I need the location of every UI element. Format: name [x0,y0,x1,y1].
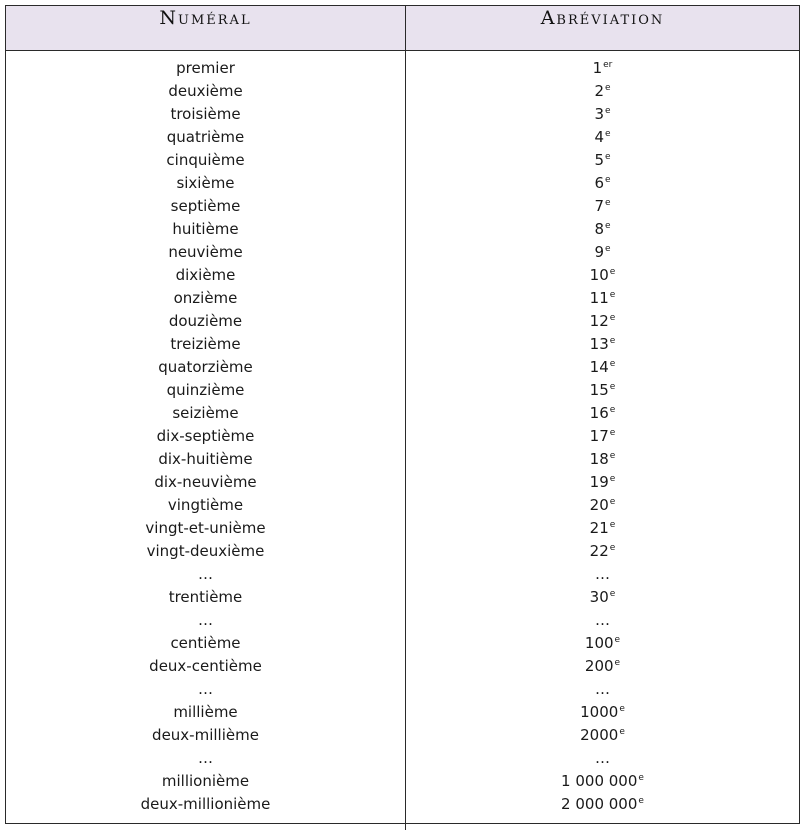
cell-numeral: premier [6,51,406,81]
abbreviation-suffix: e [609,290,616,300]
cell-abbreviation [406,356,800,379]
cell-numeral: vingt-et-unième [6,517,406,540]
abbreviation-suffix: e [609,451,616,461]
table-row [6,724,799,747]
abbreviation-number: 2000 [580,726,619,744]
cell-abbreviation [406,494,800,517]
cell-abbreviation [406,402,800,425]
cell-abbreviation [406,172,800,195]
abbreviation-suffix: e [614,635,621,645]
cell-numeral: deux-millième [6,724,406,747]
cell-numeral: deuxième [6,80,406,103]
cell-abbreviation [406,701,800,724]
abbreviation-suffix: e [605,244,611,254]
abbreviation-number: 19 [589,473,609,491]
table-row [6,586,799,609]
abbreviation-suffix: e [638,796,644,806]
table-row [6,632,799,655]
table-row [6,126,799,149]
cell-abbreviation [406,540,800,563]
abbreviation-number: 21 [589,519,609,537]
cell-numeral: septième [6,195,406,218]
table-row [6,356,799,379]
cell-numeral: douzième [6,310,406,333]
abbreviation-number: 9 [594,243,604,261]
cell-abbreviation [406,563,800,586]
cell-numeral: troisième [6,103,406,126]
cell-abbreviation [406,655,800,678]
cell-numeral: sixième [6,172,406,195]
table-row [6,310,799,333]
cell-abbreviation [406,195,800,218]
cell-abbreviation [406,310,800,333]
table-row [6,563,799,586]
cell-numeral: neuvième [6,241,406,264]
table-row [6,471,799,494]
abbreviation-number: 11 [589,289,609,307]
cell-abbreviation [406,517,800,540]
cell-numeral: dix-septième [6,425,406,448]
abbreviation-suffix: e [609,313,616,323]
cell-abbreviation [406,241,800,264]
abbreviation-number: 1 000 000 [561,772,638,790]
abbreviation-number: 1000 [580,703,619,721]
header-abbreviation: Abréviation [406,6,800,51]
cell-numeral: treizième [6,333,406,356]
cell-abbreviation [406,287,800,310]
abbreviation-number: 18 [589,450,609,468]
cell-abbreviation [406,724,800,747]
abbreviation-suffix: e [609,497,616,507]
table-row [6,517,799,540]
cell-numeral: deux-centième [6,655,406,678]
abbreviation-number: 16 [589,404,609,422]
abbreviation-number: 15 [589,381,609,399]
table-row [6,678,799,701]
cell-numeral: … [6,609,406,632]
cell-numeral: dix-huitième [6,448,406,471]
cell-numeral: … [6,678,406,701]
table-row [6,218,799,241]
cell-numeral: … [6,563,406,586]
abbreviation-number: 2 000 000 [561,795,638,813]
cell-abbreviation [406,586,800,609]
abbreviation-number: … [595,680,610,698]
abbreviation-suffix: e [638,773,644,783]
cell-numeral: vingt-deuxième [6,540,406,563]
abbreviation-suffix: er [603,60,613,70]
table-row [6,701,799,724]
abbreviation-number: 22 [589,542,609,560]
cell-abbreviation [406,747,800,770]
abbreviation-suffix: e [609,267,616,277]
table-row [6,172,799,195]
cell-abbreviation [406,149,800,172]
ordinal-table-container [5,5,800,824]
table-row [6,402,799,425]
abbreviation-suffix: e [609,359,616,369]
cell-abbreviation [406,425,800,448]
table-row [6,241,799,264]
table-row [6,609,799,632]
cell-abbreviation [406,770,800,793]
abbreviation-number: 4 [594,128,604,146]
cell-numeral: … [6,747,406,770]
cell-abbreviation [406,448,800,471]
abbreviation-suffix: e [605,106,611,116]
table-row [6,747,799,770]
cell-numeral: huitième [6,218,406,241]
abbreviation-number: 17 [589,427,609,445]
table-row [6,287,799,310]
abbreviation-number: 12 [589,312,609,330]
abbreviation-suffix: e [609,520,616,530]
cell-numeral: deux-millionième [6,793,406,830]
abbreviation-suffix: e [609,428,616,438]
abbreviation-suffix: e [605,129,611,139]
cell-numeral: dix-neuvième [6,471,406,494]
cell-numeral: cinquième [6,149,406,172]
abbreviation-number: 2 [594,82,604,100]
cell-abbreviation [406,632,800,655]
table-header-row [6,6,799,51]
cell-abbreviation [406,678,800,701]
cell-abbreviation [406,471,800,494]
abbreviation-suffix: e [605,152,611,162]
abbreviation-number: … [595,749,610,767]
cell-abbreviation [406,103,800,126]
cell-abbreviation [406,51,800,81]
abbreviation-suffix: e [614,658,621,668]
table-row [6,540,799,563]
table-row [6,80,799,103]
cell-abbreviation [406,333,800,356]
abbreviation-number: 7 [594,197,604,215]
cell-abbreviation [406,609,800,632]
abbreviation-suffix: e [605,198,611,208]
table-row [6,494,799,517]
cell-numeral: millième [6,701,406,724]
abbreviation-number: 100 [584,634,614,652]
cell-numeral: millionième [6,770,406,793]
table-row [6,770,799,793]
table-body [6,51,799,830]
table-row [6,379,799,402]
table-row [6,333,799,356]
cell-abbreviation [406,264,800,287]
table-row [6,103,799,126]
cell-numeral: trentième [6,586,406,609]
table-row [6,793,799,830]
cell-abbreviation [406,793,800,830]
abbreviation-number: 13 [589,335,609,353]
cell-numeral: quatorzième [6,356,406,379]
abbreviation-suffix: e [609,382,616,392]
abbreviation-number: … [595,611,610,629]
abbreviation-number: 6 [594,174,604,192]
abbreviation-suffix: e [605,83,611,93]
table-row [6,149,799,172]
abbreviation-number: 10 [589,266,609,284]
abbreviation-number: 14 [589,358,609,376]
abbreviation-suffix: e [605,175,611,185]
cell-numeral: onzième [6,287,406,310]
cell-numeral: quatrième [6,126,406,149]
table-row [6,195,799,218]
abbreviation-number: 200 [584,657,614,675]
abbreviation-number: 20 [589,496,609,514]
abbreviation-suffix: e [605,221,611,231]
abbreviation-suffix: e [609,405,616,415]
abbreviation-suffix: e [619,727,625,737]
cell-abbreviation [406,379,800,402]
abbreviation-number: … [595,565,610,583]
cell-numeral: vingtième [6,494,406,517]
table-row [6,264,799,287]
table-row [6,425,799,448]
ordinal-abbreviation-table [6,6,799,830]
cell-numeral: seizième [6,402,406,425]
abbreviation-number: 5 [594,151,604,169]
cell-abbreviation [406,218,800,241]
abbreviation-number: 30 [589,588,609,606]
abbreviation-suffix: e [619,704,625,714]
abbreviation-number: 1 [592,59,603,77]
cell-numeral: dixième [6,264,406,287]
abbreviation-suffix: e [609,474,616,484]
cell-abbreviation [406,80,800,103]
abbreviation-suffix: e [609,336,616,346]
table-row [6,448,799,471]
cell-abbreviation [406,126,800,149]
cell-numeral: quinzième [6,379,406,402]
table-row [6,655,799,678]
table-row [6,51,799,81]
abbreviation-suffix: e [609,589,616,599]
abbreviation-number: 3 [594,105,604,123]
header-numeral: Numéral [6,6,406,51]
cell-numeral: centième [6,632,406,655]
abbreviation-suffix: e [609,543,616,553]
abbreviation-number: 8 [594,220,604,238]
